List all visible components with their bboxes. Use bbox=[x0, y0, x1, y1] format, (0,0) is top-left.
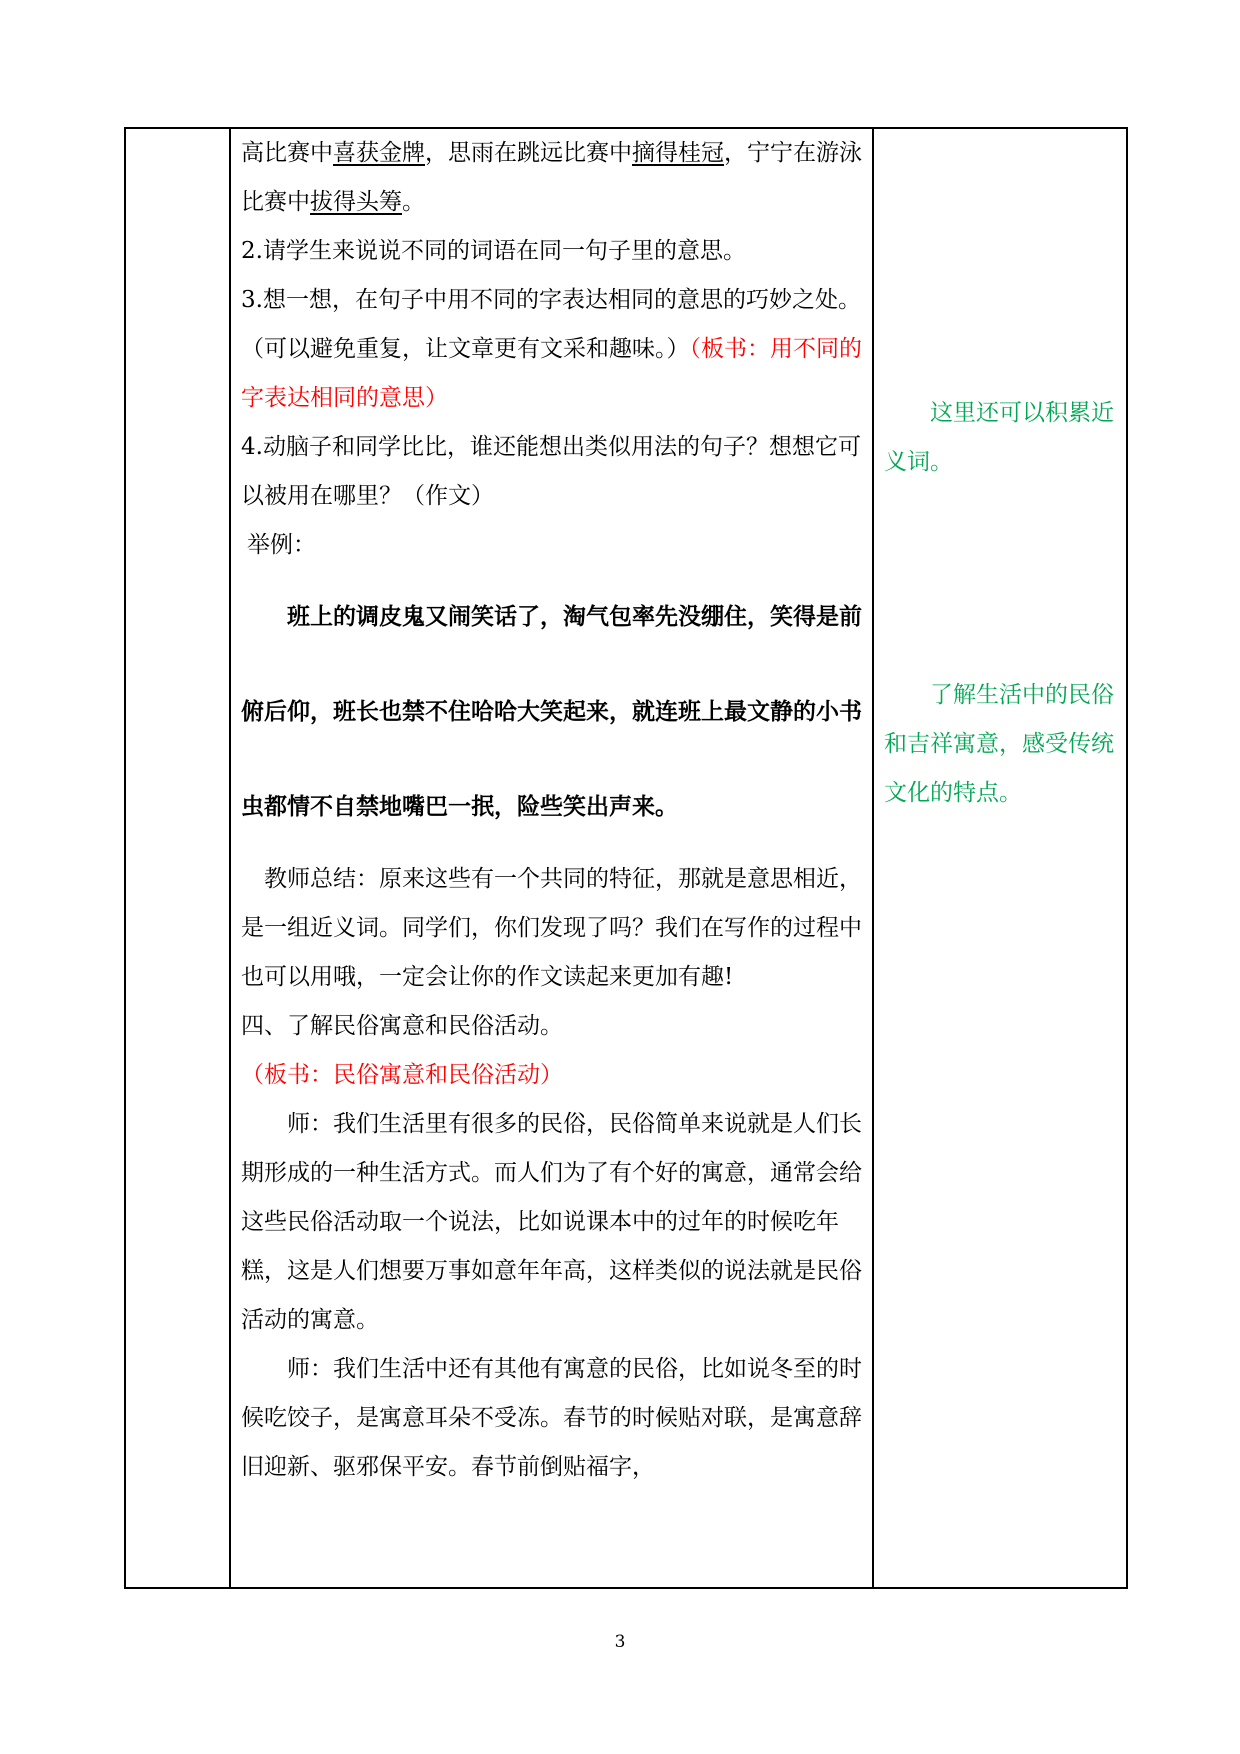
blackboard-note: （板书：民俗寓意和民俗活动） bbox=[241, 1062, 563, 1088]
example-passage: 班上的调皮鬼又闹笑话了，淘气包率先没绷住，笑得是前俯后仰，班长也禁不住哈哈大笑起来，就连班上最文静的小书虫都情不自禁地嘴巴一抿，险些笑出声来。 bbox=[241, 604, 862, 820]
teacher-summary: 教师总结：原来这些有一个共同的特征，那就是意思相近，是一组近义词。同学们，你们发现了吗？我们在写作的过程中也可以用哦，一定会让你的作文读起来更加有趣! bbox=[241, 866, 862, 990]
teaching-process-cell bbox=[230, 128, 873, 1588]
step-2: 2.请学生来说说不同的词语在同一句子里的意思。 bbox=[241, 238, 746, 264]
lesson-table bbox=[124, 127, 1128, 1589]
page-number: 3 bbox=[614, 1632, 626, 1652]
step-3: 3.想一想，在句子中用不同的字表达相同的意思的巧妙之处。（可以避免重复，让文章更有文采和趣味。）（板书：用不同的字表达相同的意思） bbox=[241, 287, 862, 411]
step-4: 4.动脑子和同学比比，谁还能想出类似用法的句子？想想它可以被用在哪里？（作文） bbox=[241, 434, 861, 509]
section-4-heading: 四、了解民俗寓意和民俗活动。（板书：民俗寓意和民俗活动） bbox=[241, 1013, 563, 1088]
design-notes-cell bbox=[873, 128, 1127, 1588]
teacher-paragraph-2: 师：我们生活中还有其他有寓意的民俗，比如说冬至的时候吃饺子，是寓意耳朵不受冻。春节的时候贴对联，是寓意辞旧迎新、驱邪保平安。春节前倒贴福字， bbox=[241, 1356, 862, 1480]
design-note-1: 这里还可以积累近义词。 bbox=[884, 400, 1114, 475]
underlined-phrase: 喜获金牌 bbox=[333, 140, 425, 166]
award-sentence: 高比赛中喜获金牌，思雨在跳远比赛中摘得桂冠，宁宁在游泳比赛中拔得头筹。 bbox=[241, 140, 862, 215]
design-note-2: 了解生活中的民俗和吉祥寓意，感受传统文化的特点。 bbox=[884, 682, 1114, 806]
table-row bbox=[125, 128, 1127, 1588]
example-label: 举例： bbox=[247, 532, 316, 558]
empty-first-column bbox=[125, 128, 230, 1588]
teacher-paragraph-1: 师：我们生活里有很多的民俗，民俗简单来说就是人们长期形成的一种生活方式。而人们为了有个好的寓意，通常会给这些民俗活动取一个说法，比如说课本中的过年的时候吃年糕，这是人们想要万事如意年年高，这样类似的说法就是民俗活动的寓意。 bbox=[241, 1111, 862, 1333]
underlined-phrase: 拔得头筹 bbox=[310, 189, 402, 215]
blackboard-note: （板书：用不同的字表达相同的意思） bbox=[241, 336, 862, 411]
underlined-phrase: 摘得桂冠 bbox=[632, 140, 724, 166]
teaching-content bbox=[231, 129, 872, 1492]
